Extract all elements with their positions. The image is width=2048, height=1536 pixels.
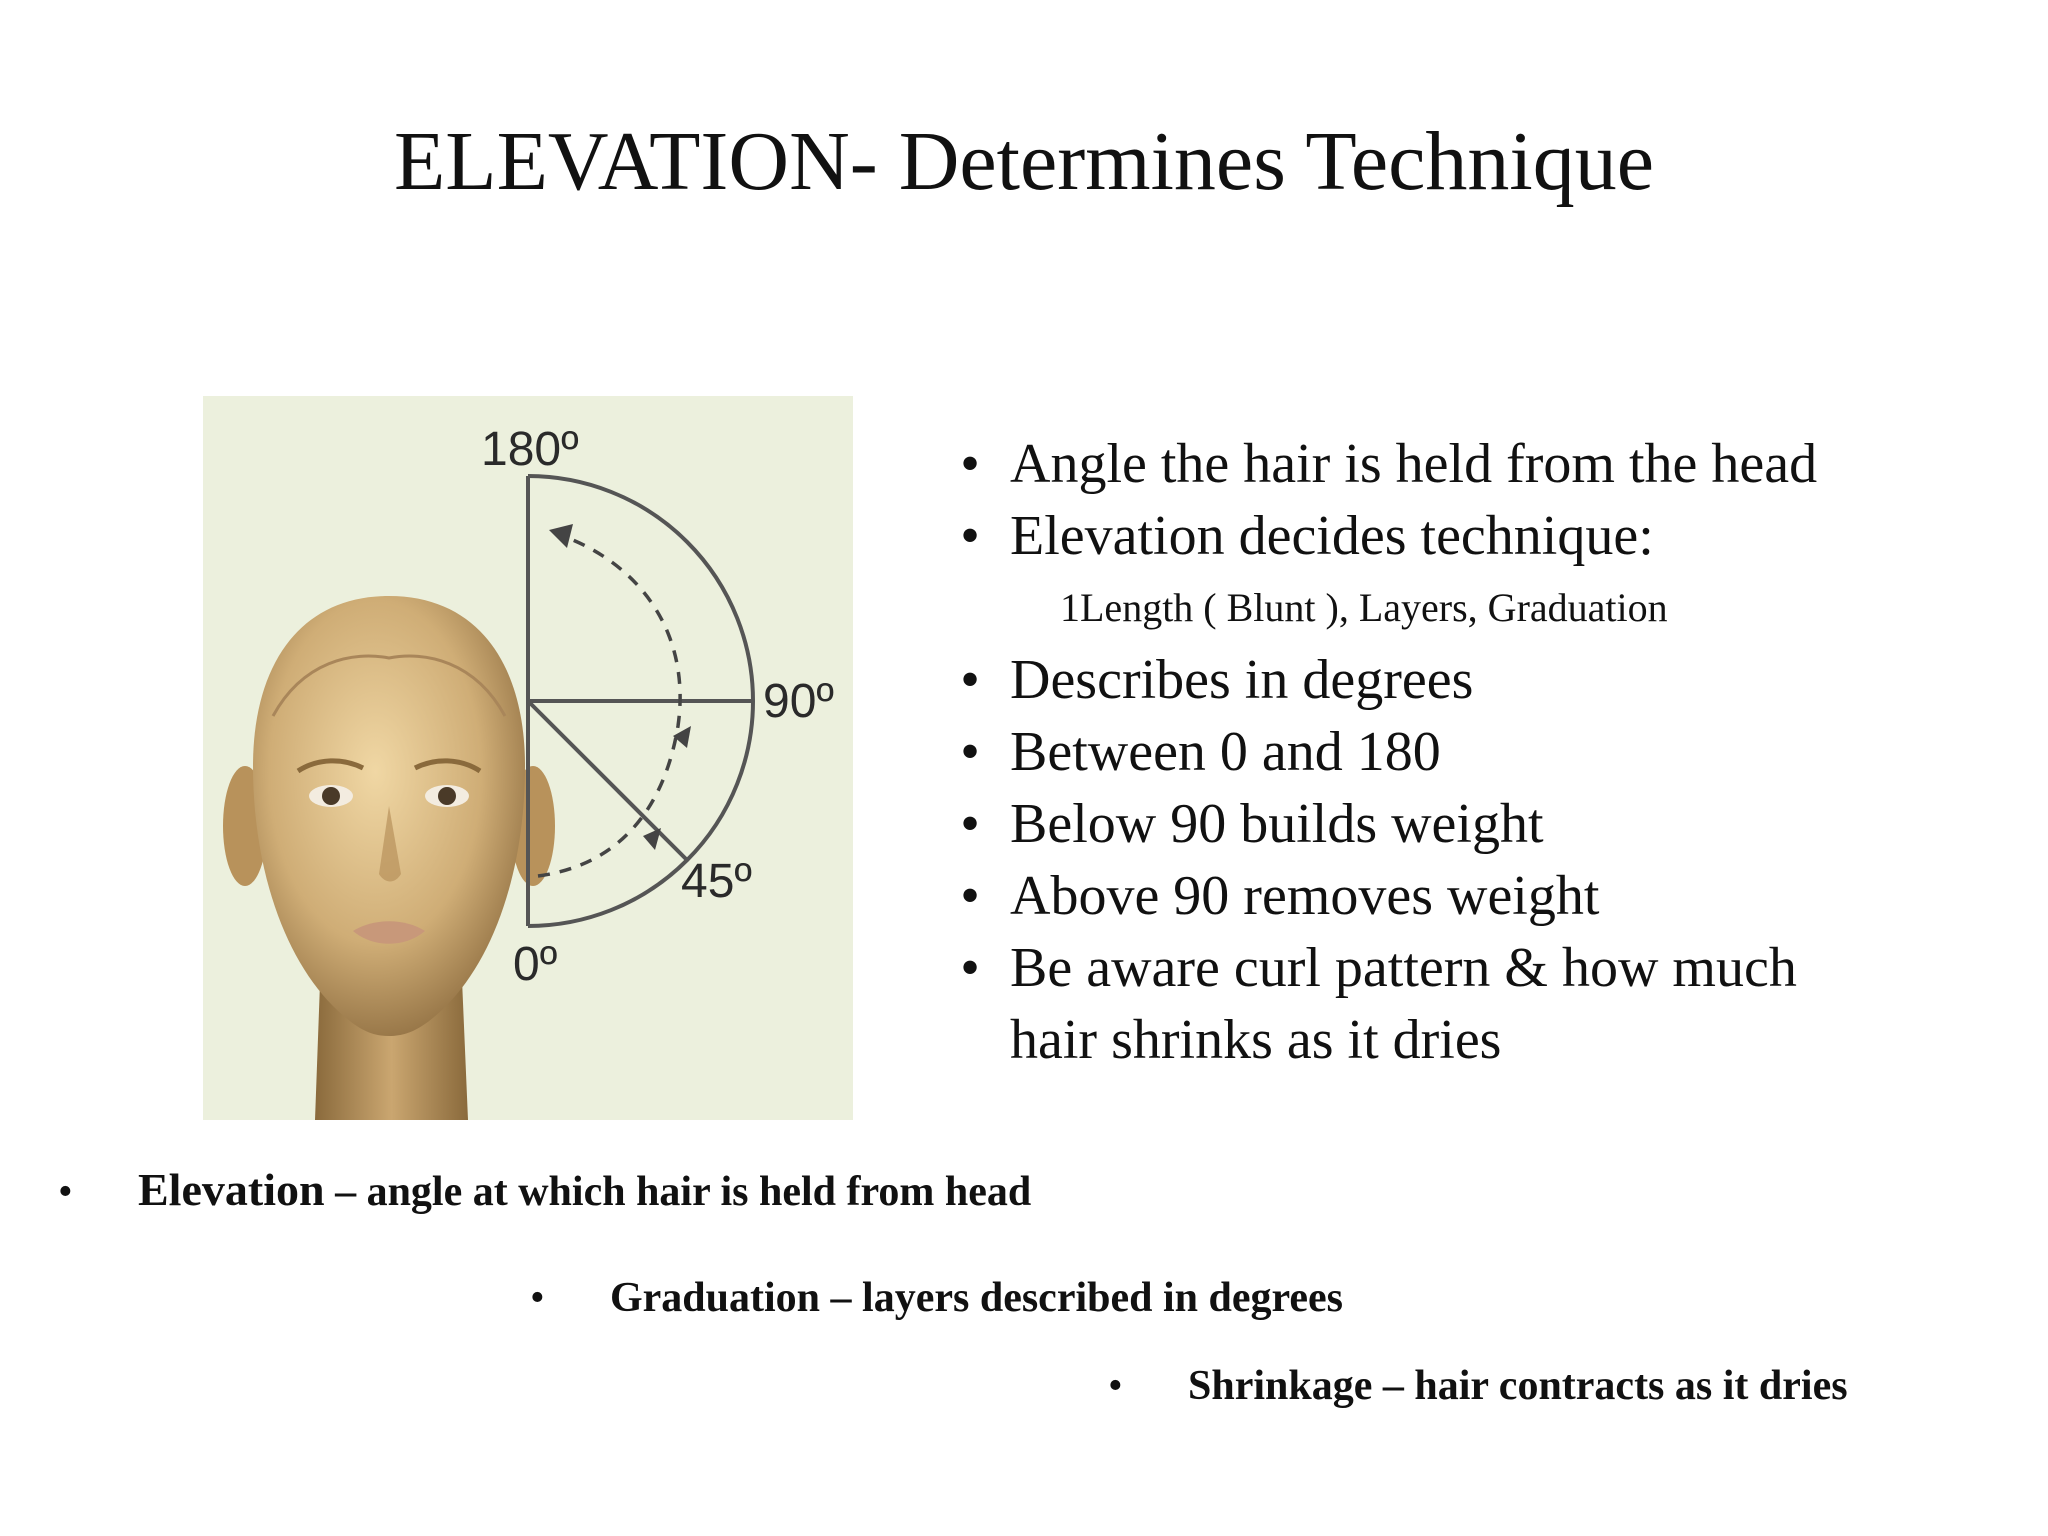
list-item: • Angle the hair is held from the head [950,428,1990,500]
arrowhead-top [549,524,573,548]
list-item: • Elevation decides technique: [950,500,1990,572]
definition-shrinkage: • Shrinkage – hair contracts as it dries [1108,1358,1848,1414]
key-points-list [950,428,1990,1076]
arrowhead-lower [643,828,661,850]
slide-title: ELEVATION- Determines Technique [394,115,1654,208]
definition-graduation: • Graduation – layers described in degrees [530,1270,1343,1326]
bullet-marker: • [960,505,980,567]
bullet-marker: • [530,1275,545,1321]
bullet-marker: • [960,433,980,495]
term-elevation: Elevation [138,1164,325,1215]
bullet-marker: • [960,793,980,855]
sub-item-techniques: 1Length ( Blunt ), Layers, Graduation [1060,585,1668,630]
label-0-degrees: 0º [513,938,558,991]
bullet-marker: • [58,1169,73,1215]
list-item: • Above 90 removes weight [950,860,1990,932]
list-item: • Be aware curl pattern & how much hair shrinks as it dries [950,932,1990,1076]
label-45-degrees: 45º [681,855,752,908]
definition-elevation: • Elevation – angle at which hair is held from head [58,1162,1031,1220]
list-item: • Between 0 and 180 [950,716,1990,788]
bullet-marker: • [960,937,980,999]
head-illustration [203,396,853,1120]
list-item: • Below 90 builds weight [950,788,1990,860]
label-180-degrees: 180º [481,423,579,476]
right-iris [438,787,456,805]
bullet-marker: • [960,865,980,927]
bullet-marker: • [960,721,980,783]
list-item: • Describes in degrees [950,644,1990,716]
left-iris [322,787,340,805]
dashed-arrow-arc [538,536,680,876]
label-90-degrees: 90º [763,675,834,728]
bullet-marker: • [960,649,980,711]
elevation-diagram [203,396,853,1120]
bullet-marker: • [1108,1363,1123,1409]
